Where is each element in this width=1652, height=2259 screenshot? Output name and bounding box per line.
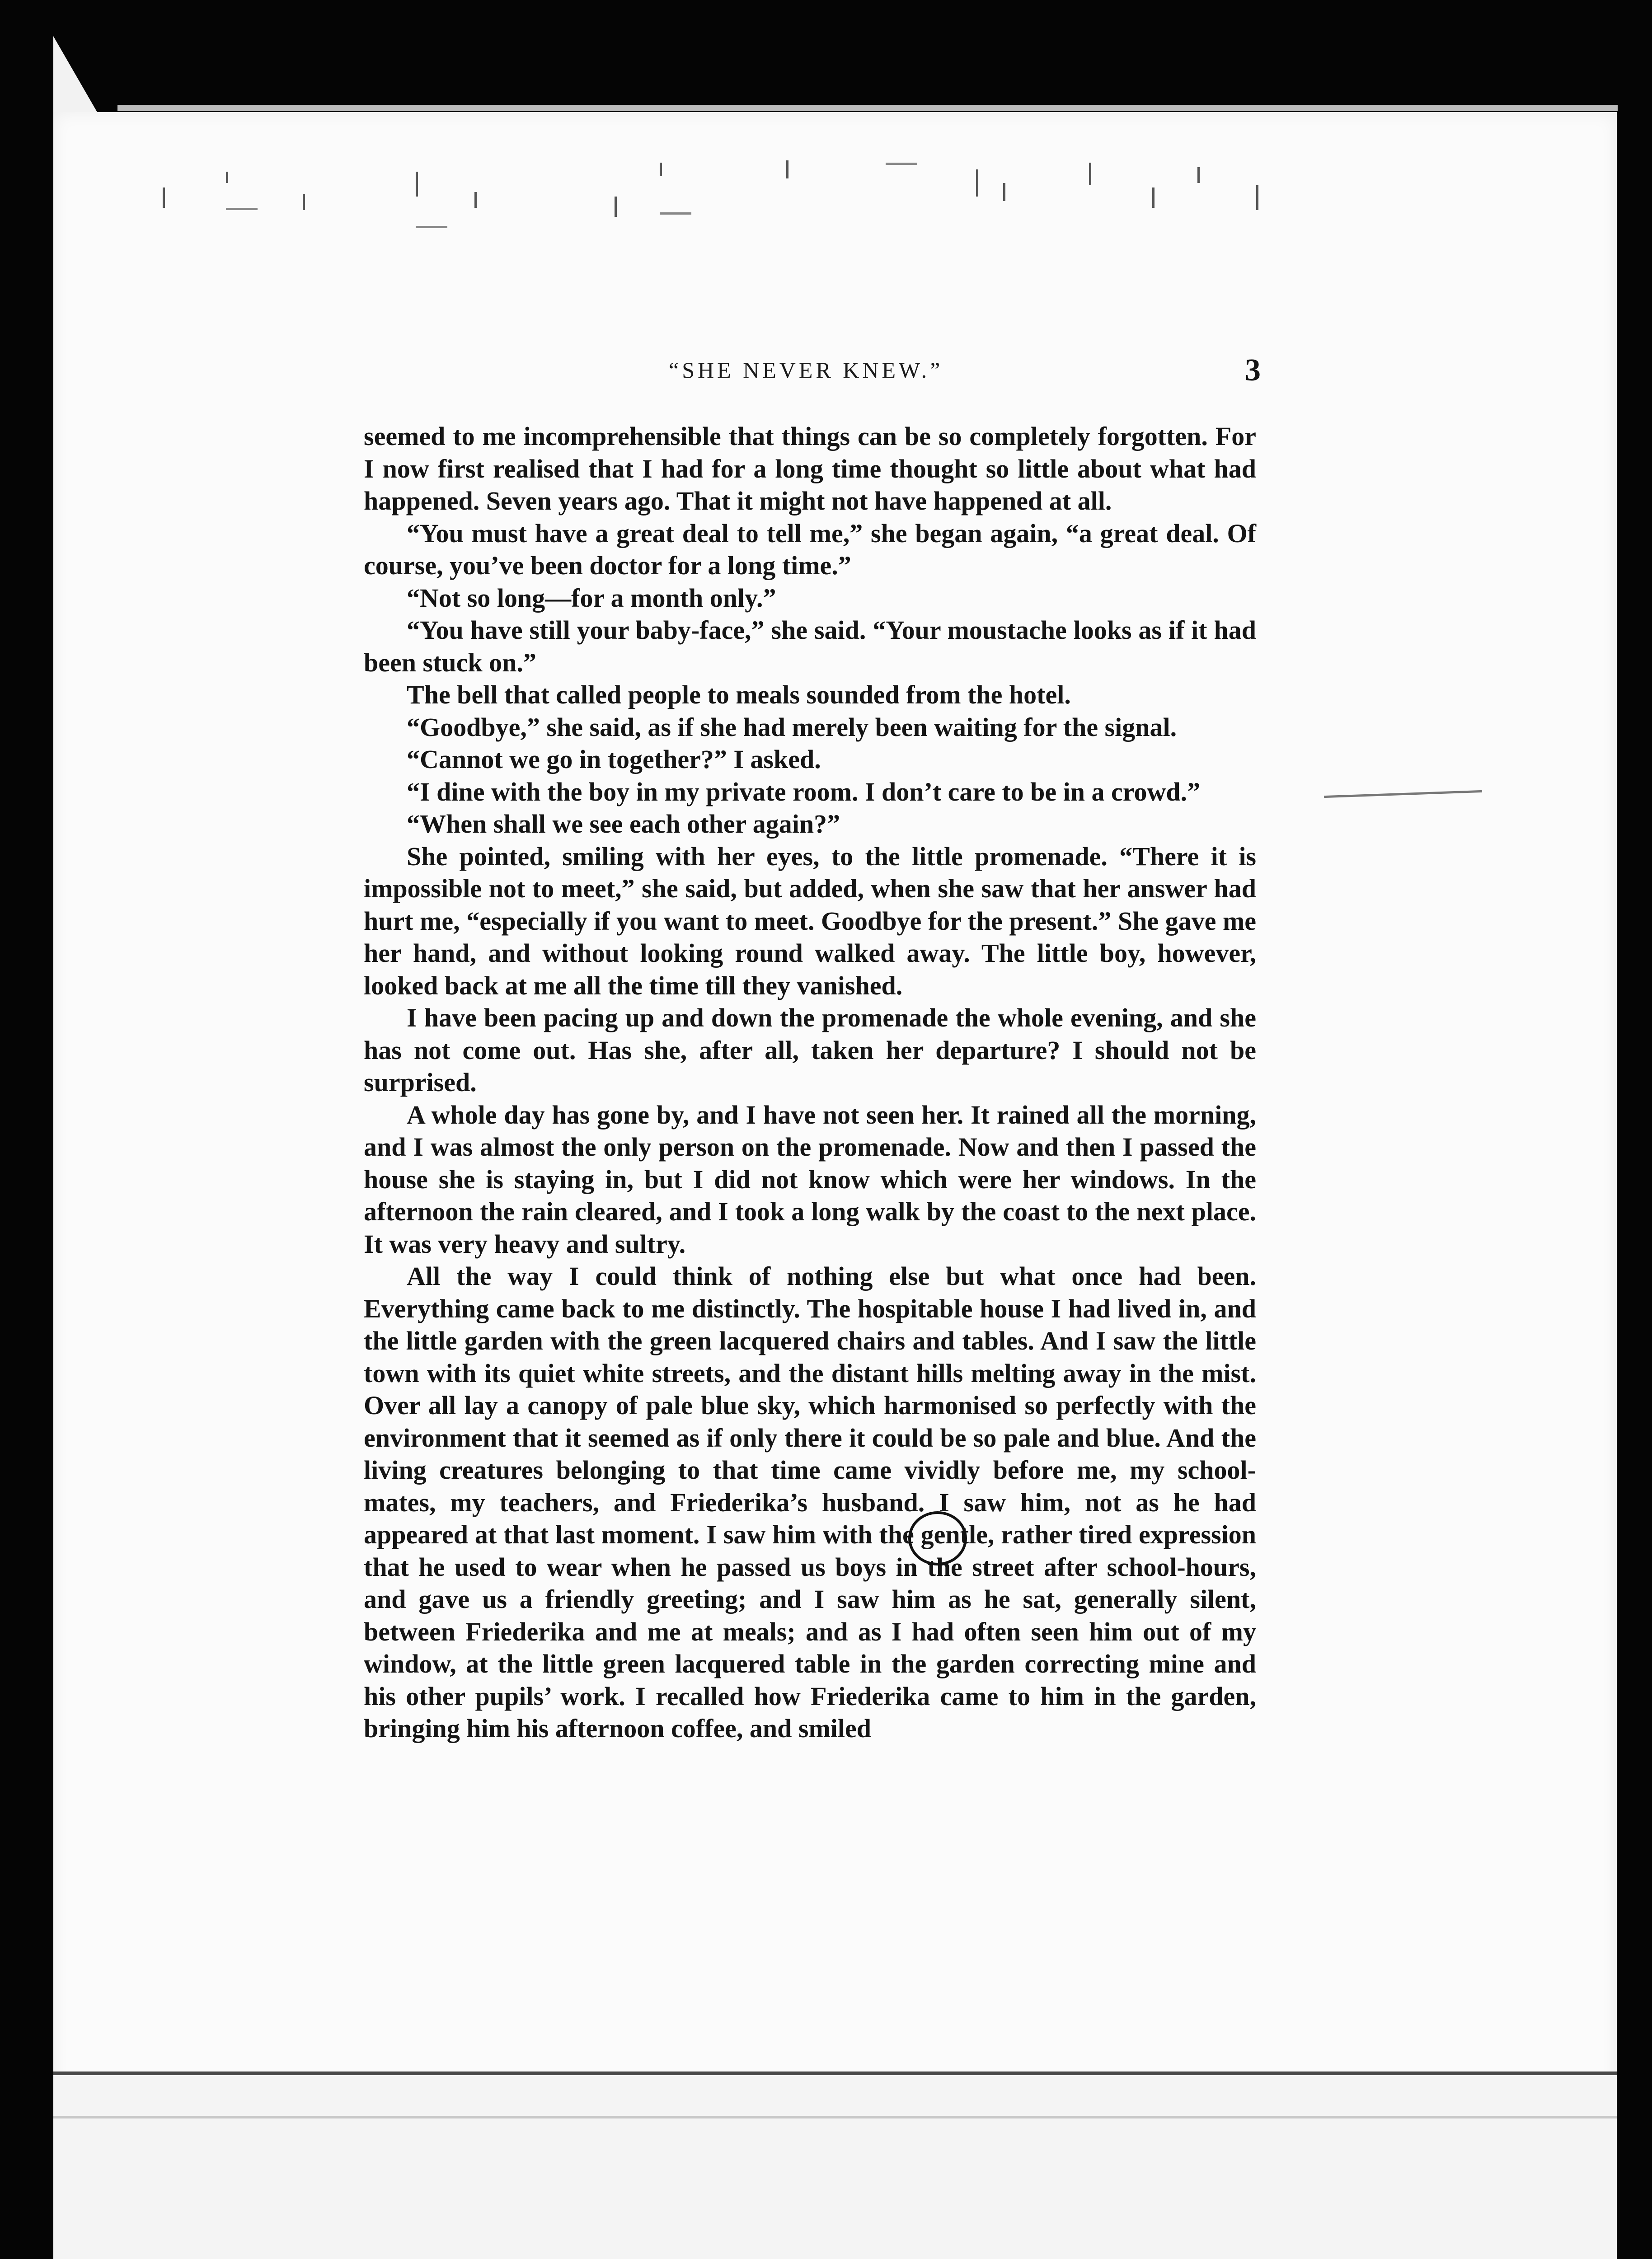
body-text <box>364 420 1256 1745</box>
paragraph: I have been pacing up and down the promenade the whole evening, and she has not come out. Has she, after all, taken her departure? I should not be surprised. <box>364 1003 1256 1097</box>
paragraph: “I dine with the boy in my private room. I don’t care to be in a crowd.” <box>407 777 1201 806</box>
sheet-top-edge <box>117 105 1618 111</box>
paragraph: seemed to me incomprehensible that things can be so completely forgotten. For I now first realised that I had for a long time thought so little about what had happened. Seven years ago. That it might not have happened at all. <box>364 422 1256 516</box>
paragraph: “Not so long—for a month only.” <box>407 583 776 613</box>
paragraph: She pointed, smiling with her eyes, to the little promenade. “There it is impossible not to meet,” she said, but added, when she saw that her answer had hurt me, “especially if you want to meet. Goodbye for the present.” She gave me her hand, and without looking round walked away. The little boy, however, looked back at me all the time till they vanished. <box>364 841 1256 1000</box>
paragraph: The bell that called people to meals sounded from the hotel. <box>407 680 1071 709</box>
running-head: “SHE NEVER KNEW.” <box>669 357 943 383</box>
paragraph: “Cannot we go in together?” I asked. <box>407 745 821 774</box>
bleed-through-marks <box>163 154 1315 217</box>
paragraph: “You must have a great deal to tell me,” she began again, “a great deal. Of course, you’ve been doctor for a long time.” <box>364 518 1256 580</box>
paragraph: All the way I could think of nothing else but what once had been. Everything came back to me distinctly. The hospitable house I had lived in, and the little garden with the green lacquered chairs and tables. And I saw the little town with its quiet white streets, and the distant hills melting away in the mist. Over all lay a canopy of pale blue sky, which harmonised so perfectly with the environment that it seemed as if only there it could be so pale and blue. And the living creatures belonging to that time came vividly before me, my school-mates, my teachers, and Friederika’s husband. I saw him, not as he had appeared at that last moment. I saw him with the gentle, rather tired expression that he used to wear when he passed us boys in the street after school-hours, and gave us a friendly greeting; and I saw him as he sat, generally silent, between Friederika and me at meals; and as I had often seen him out of my window, at the little green lacquered table in the garden correcting mine and his other pupils’ work. I recalled how Friederika came to him in the garden, bringing him his afternoon coffee, and smiled <box>364 1261 1256 1743</box>
sheet-lower-band <box>53 2072 1617 2259</box>
page-number: 3 <box>1245 353 1261 388</box>
paragraph: “When shall we see each other again?” <box>407 809 840 839</box>
paragraph: “You have still your baby-face,” she said. “Your moustache looks as if it had been stuck on.” <box>364 615 1256 677</box>
lower-rule <box>53 2116 1617 2118</box>
paragraph: A whole day has gone by, and I have not seen her. It rained all the morning, and I was almost the only person on the promenade. Now and then I passed the house she is staying in, but I did not know which were her windows. In the afternoon the rain cleared, and I took a long walk by the coast to the next place. It was very heavy and sultry. <box>364 1100 1256 1259</box>
handwritten-circle-mark <box>908 1511 967 1565</box>
paragraph: “Goodbye,” she said, as if she had merely been waiting for the signal. <box>407 712 1177 742</box>
